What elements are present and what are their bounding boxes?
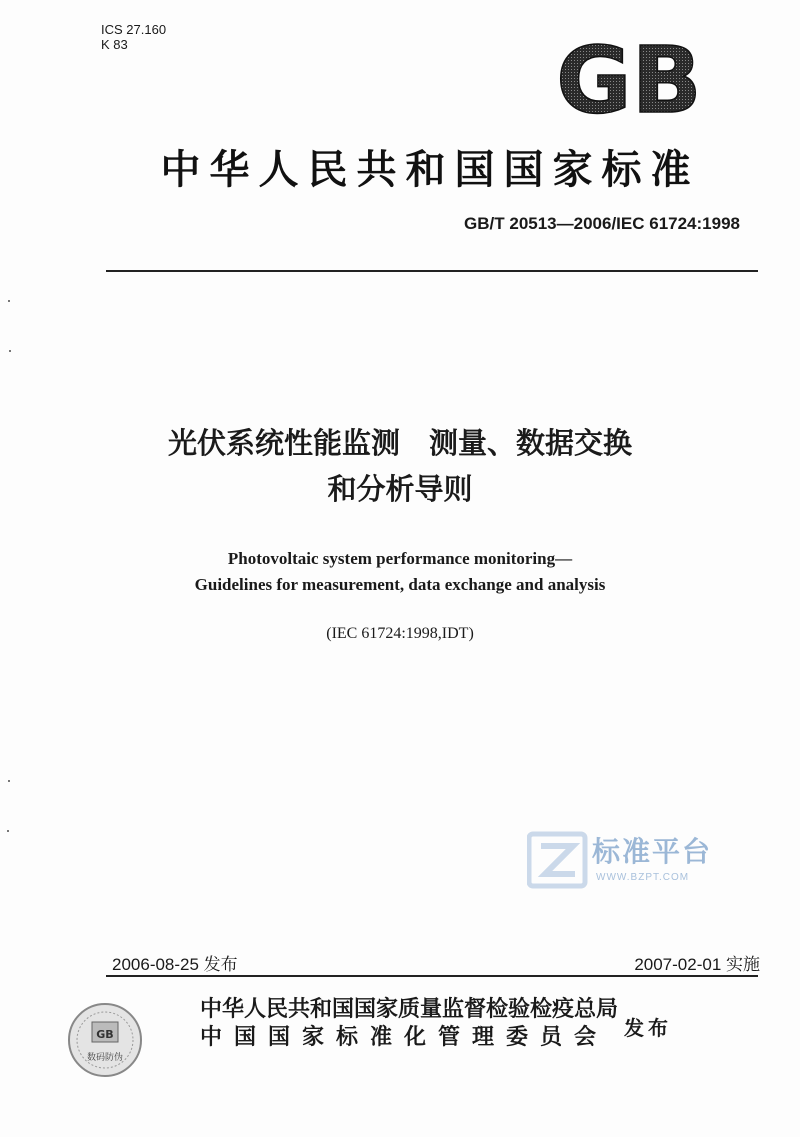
implement-date: 2007-02-01 实施 [634, 955, 760, 974]
gb-logo-text: GB [556, 36, 702, 122]
scan-speck [8, 300, 10, 302]
gb-logo-icon [556, 36, 702, 122]
scan-speck [9, 350, 11, 352]
issuer-2: 中国国家标准化管理委员会 [200, 1025, 609, 1050]
english-title-line-2: Guidelines for measurement, data exchange and analysis [194, 575, 606, 594]
bottom-divider [106, 975, 758, 977]
publish-date: 2006-08-25 发布 [112, 955, 238, 974]
scan-speck [7, 830, 9, 832]
issue-label: 发布 [624, 1016, 672, 1040]
country-standard-title: 中华人民共和国国家标准 [160, 147, 700, 193]
svg-text:GB: GB [96, 1028, 114, 1041]
chinese-title-line-1: 光伏系统性能监测 测量、数据交换 [167, 426, 632, 460]
chinese-title-line-2: 和分析导则 [327, 472, 473, 506]
english-title [60, 546, 740, 598]
anti-counterfeit-seal-icon [65, 1000, 145, 1080]
ics-code: ICS 27.160 [101, 22, 167, 37]
watermark-name: 标准平台 [592, 835, 713, 868]
classification-codes [101, 22, 166, 52]
watermark-url: WWW.BZPT.COM [596, 872, 690, 883]
issuer-1: 中华人民共和国国家质量监督检验检疫总局 [200, 997, 619, 1022]
english-title-line-1: Photovoltaic system performance monitoring— [227, 549, 573, 568]
seal-text: 数码防伪 [86, 1053, 124, 1063]
chinese-title [60, 420, 740, 512]
issuing-authorities [200, 996, 618, 1052]
standard-number: GB/T 20513—2006/IEC 61724:1998 [464, 214, 740, 233]
scan-speck [8, 780, 10, 782]
ccs-code: K 83 [101, 37, 128, 52]
top-divider [106, 270, 758, 272]
adoption-note: (IEC 61724:1998,IDT) [326, 625, 474, 642]
